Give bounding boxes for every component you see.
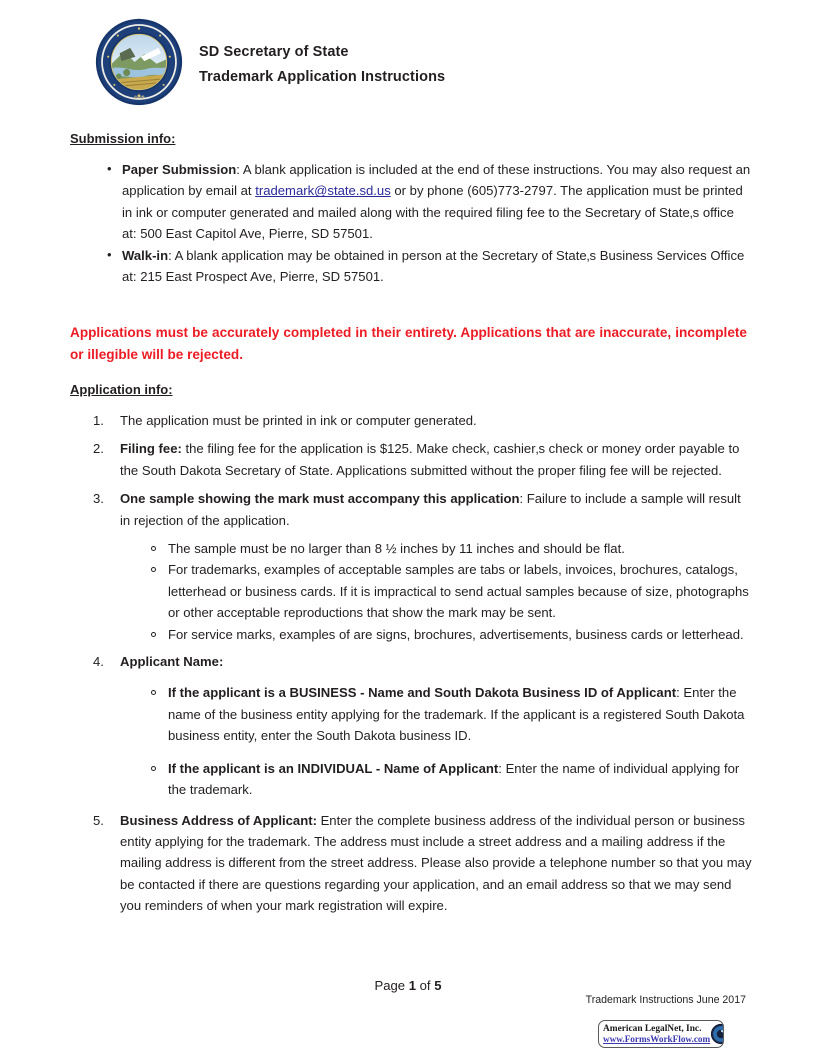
sub-item-applicant-business-text: : Enter the name of the business entity applying for the trademark. If the applicant is a registered South Dakota business entity, enter the South Dakota business ID.	[168, 685, 745, 744]
list-item-printed-in-ink	[88, 410, 752, 431]
item-1-text: The application must be printed in ink or computer generated.	[120, 413, 477, 428]
application-info-list	[88, 410, 752, 917]
list-item-filing-fee	[88, 438, 752, 481]
paper-submission-label: Paper Submission	[122, 162, 237, 177]
accuracy-warning	[70, 322, 747, 366]
header-agency-name: SD Secretary of State	[199, 43, 349, 60]
sub-item-sample-size-text: The sample must be no larger than 8 ½ inches by 11 inches and should be flat.	[168, 541, 625, 557]
item-4-number: 4.	[93, 654, 104, 670]
item-2-text: the filing fee for the application is $125. Make check, cashier‚s check or money order payable to the South Dakota Secretary of State. Applications submitted without the proper filing fee will be rejected.	[120, 441, 740, 478]
paper-submission-text-1: A blank application is included at the end of these instructions. You may also request an application by email at	[122, 162, 751, 199]
american-legalnet-badge[interactable]	[598, 1020, 724, 1048]
sub-item-service-mark-examples	[148, 624, 752, 645]
walk-in-separator: :	[168, 247, 175, 263]
american-legalnet-name: American LegalNet, Inc.	[603, 1023, 702, 1034]
item-5-text: Enter the complete business address of the individual person or business entity applying for the trademark. The address must include a street address and a mailing address if the mailing address is different from the street address. Please also provide a telephone number so that you may be contacted if there are questions regarding your application, and an email address so that we may send you reminders of when your mark registration will expire.	[120, 812, 752, 914]
item-2-number: 2.	[93, 441, 104, 457]
item-3-number: 3.	[93, 491, 104, 507]
american-legalnet-url[interactable]: www.FormsWorkFlow.com	[603, 1034, 711, 1045]
list-item-paper-submission	[104, 159, 752, 245]
paper-submission-separator: :	[236, 162, 243, 177]
footer-revision-note: Trademark Instructions June 2017	[585, 994, 746, 1006]
list-item-business-address	[88, 810, 752, 917]
item-1-number: 1.	[93, 413, 104, 428]
item-4-label: Applicant Name:	[120, 654, 224, 670]
document-header	[95, 18, 445, 106]
american-legalnet-text-group	[603, 1024, 710, 1045]
sub-item-trademark-examples	[148, 559, 752, 623]
list-item-walk-in	[104, 245, 752, 288]
item-5-label: Business Address of Applicant:	[120, 812, 317, 828]
list-item-applicant-name	[88, 651, 752, 800]
page-number	[0, 978, 816, 993]
walk-in-label: Walk-in	[122, 247, 169, 263]
submission-info-heading: Submission info:	[70, 131, 176, 146]
page-number-prefix: Page	[374, 978, 409, 993]
south-dakota-state-seal-icon	[95, 18, 183, 106]
page-number-middle: of	[416, 978, 435, 993]
sub-item-applicant-individual	[148, 758, 752, 801]
submission-info-list	[104, 159, 752, 287]
item-3-label: One sample showing the mark must accompany this application	[120, 491, 520, 507]
sub-item-applicant-business-label: If the applicant is a BUSINESS - Name and South Dakota Business ID of Applicant	[168, 685, 677, 701]
page-number-current: 1	[408, 978, 416, 993]
paper-submission-text-2: or by phone (605)773-2797. The application must be printed in ink or computer generated and mailed along with the required filing fee to the Secretary of State‚s office at: 500 East Capitol Ave, Pierre, SD 57501.	[122, 183, 743, 242]
header-title-group	[199, 40, 445, 85]
item-3-text: : Failure to include a sample will result in rejection of the application.	[120, 491, 741, 528]
item-2-label: Filing fee:	[120, 441, 182, 457]
sub-item-applicant-individual-label: If the applicant is an INDIVIDUAL - Name of Applicant	[168, 760, 499, 776]
item-3-sublist	[148, 538, 752, 645]
sub-item-applicant-individual-text: : Enter the name of individual applying for the trademark.	[168, 760, 740, 798]
item-5-number: 5.	[93, 812, 104, 828]
trademark-email-link[interactable]: trademark@state.sd.us	[255, 183, 391, 199]
svg-text:1889: 1889	[133, 94, 145, 101]
header-document-title: Trademark Application Instructions	[199, 68, 446, 85]
blue-globe-swirl-icon	[710, 1023, 724, 1045]
accuracy-warning-text: Applications must be accurately completed in their entirety. Applications that are inaccurate, incomplete or illegible will be rejected.	[70, 325, 747, 362]
list-item-one-sample	[88, 488, 752, 645]
application-info-heading: Application info:	[70, 382, 173, 397]
sub-item-trademark-examples-text: For trademarks, examples of acceptable samples are tabs or labels, invoices, brochures, catalogs, letterhead or business cards. If it is impractical to send actual samples because of size, photographs or other acceptable reproductions that show the mark may be sent.	[168, 562, 749, 621]
sub-item-sample-size	[148, 538, 752, 559]
sub-item-applicant-business	[148, 682, 752, 746]
page-number-total: 5	[434, 978, 442, 993]
sub-item-service-mark-examples-text: For service marks, examples of are signs, brochures, advertisements, business cards or letterhead.	[168, 626, 744, 642]
item-4-sublist	[148, 682, 752, 800]
walk-in-text: A blank application may be obtained in person at the Secretary of State‚s Business Services Office at: 215 East Prospect Ave, Pierre, SD 57501.	[122, 247, 745, 285]
